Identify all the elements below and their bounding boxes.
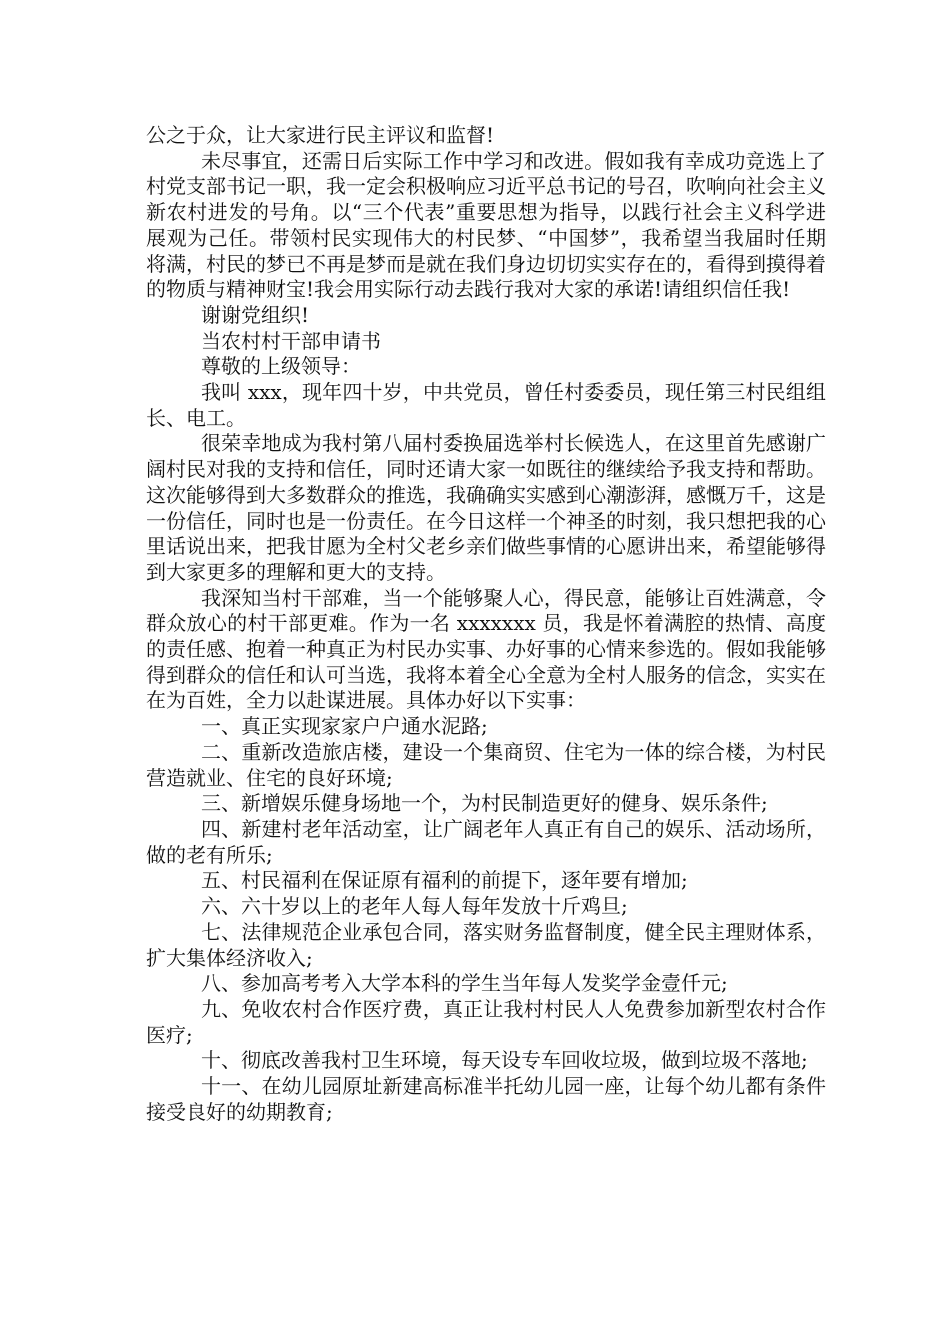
- paragraph-self-intro: 我叫 xxx，现年四十岁，中共党员，曾任村委委员，现任第三村民组组长、电工。: [146, 380, 826, 430]
- paragraph-thanks: 谢谢党组织!: [201, 302, 310, 327]
- list-item: 三、新增娱乐健身场地一个，为村民制造更好的健身、娱乐条件;: [201, 791, 768, 816]
- list-item: 十、彻底改善我村卫生环境，每天设专车回收垃圾，做到垃圾不落地;: [201, 1048, 808, 1073]
- salutation: 尊敬的上级领导：: [201, 354, 361, 379]
- list-item: 二、重新改造旅店楼，建设一个集商贸、住宅为一体的综合楼，为村民营造就业、住宅的良好环境;: [146, 739, 826, 790]
- document-title: 当农村村干部申请书: [201, 328, 381, 353]
- list-item: 五、村民福利在保证原有福利的前提下，逐年要有增加;: [201, 868, 688, 893]
- paragraph-closing-pledge: 未尽事宜，还需日后实际工作中学习和改进。假如我有幸成功竞选上了村党支部书记一职，我一定会积极响应习近平总书记的号召，吹响向社会主义新农村进发的号角。以“三个代表”重要思想为指导，以践行社会主义科学进展观为己任。带领村民实现伟大的村民梦、“中国梦”，我希望当我届时任期将满，村民的梦已不再是梦而是就在我们身边切切实实存在的，看得到摸得着的物质与精神财宝!我会用实际行动去践行我对大家的承诺!请组织信任我!: [146, 148, 826, 302]
- list-item: 十一、在幼儿园原址新建高标准半托幼儿园一座，让每个幼儿都有条件接受良好的幼期教育;: [146, 1074, 826, 1124]
- list-item: 七、法律规范企业承包合同，落实财务监督制度，健全民主理财体系，扩大集体经济收入;: [146, 919, 826, 970]
- paragraph-gratitude: 很荣幸地成为我村第八届村委换届选举村长候选人，在这里首先感谢广阔村民对我的支持和信任，同时还请大家一如既往的继续给予我支持和帮助。这次能够得到大多数群众的推选，我确确实实感到心潮澎湃，感慨万千，这是一份信任，同时也是一份责任。在今日这样一个神圣的时刻，我只想把我的心里话说出来，把我甘愿为全村父老乡亲们做些事情的心愿讲出来，希望能够得到大家更多的理解和更大的支持。: [146, 431, 826, 584]
- list-item: 一、真正实现家家户户通水泥路;: [201, 714, 488, 739]
- list-item: 九、免收农村合作医疗费，真正让我村村民人人免费参加新型农村合作医疗;: [146, 996, 826, 1047]
- paragraph-continuation: 公之于众，让大家进行民主评议和监督!: [146, 123, 495, 147]
- list-item: 四、新建村老年活动室，让广阔老年人真正有自己的娱乐、活动场所，做的老有所乐;: [146, 816, 826, 867]
- document-body: [146, 123, 826, 1125]
- list-item: 八、参加高考考入大学本科的学生当年每人发奖学金壹仟元;: [201, 971, 728, 996]
- list-item: 六、六十岁以上的老年人每人每年发放十斤鸡旦;: [201, 894, 628, 919]
- paragraph-motivation: 我深知当村干部难，当一个能够聚人心，得民意，能够让百姓满意，令群众放心的村干部更难。作为一名 xxxxxxx 员，我是怀着满腔的热情、高度的责任感、抱着一种真正为村民办实事、办好事的心情来参选的。假如我能够得到群众的信任和认可当选，我将本着全心全意为全村人服务的信念，实实在在为百姓，全力以赴谋进展。具体办好以下实事：: [146, 585, 826, 713]
